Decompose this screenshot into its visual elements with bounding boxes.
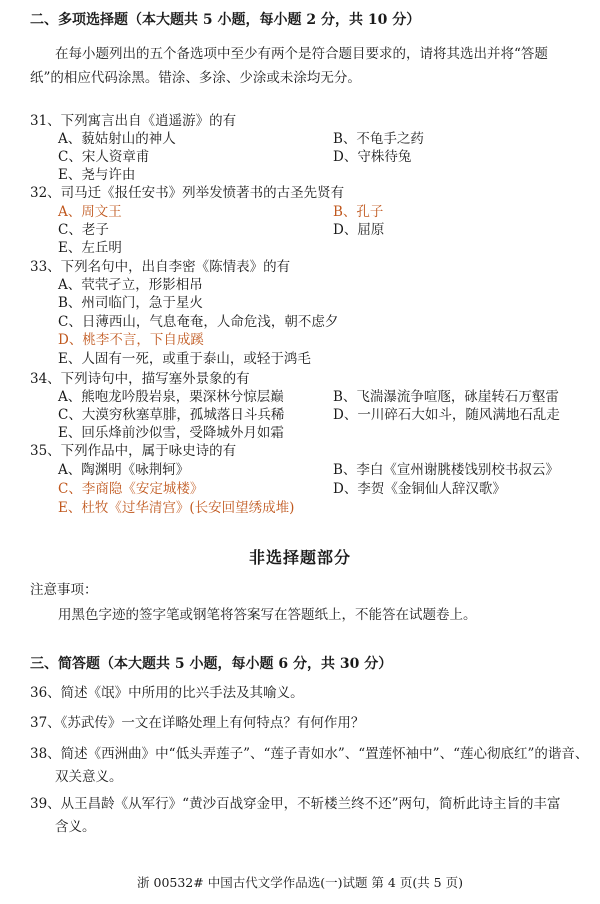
q35-option-b: B、李白《宣州谢朓楼饯别校书叔云》 [333, 462, 559, 478]
q32-option-c: C、老子 [58, 222, 109, 238]
q31-option-c: C、宋人资章甫 [58, 149, 150, 165]
notice-text: 用黑色字迹的签字笔或钢笔将答案写在答题纸上，不能答在试题卷上。 [58, 607, 477, 623]
q33-option-c: C、日薄西山，气息奄奄，人命危浅，朝不虑夕 [58, 314, 339, 330]
section2-heading: 二、多项选择题（本大题共 5 小题，每小题 2 分，共 10 分） [30, 12, 421, 28]
q38-line1: 38、简述《西洲曲》中“低头弄莲子”、“莲子青如水”、“置莲怀袖中”、“莲心彻底红”的谐音、 [30, 746, 589, 762]
q31-option-b: B、不龟手之药 [333, 131, 424, 147]
q33-option-d: D、桃李不言，下自成蹊 [58, 332, 204, 348]
q35-option-a: A、陶渊明《咏荆轲》 [58, 462, 190, 478]
q35-option-c: C、李商隐《安定城楼》 [58, 481, 204, 497]
q38-line2: 双关意义。 [55, 769, 123, 785]
q35-stem: 35、下列作品中，属于咏史诗的有 [30, 443, 237, 459]
q34-option-d: D、一川碎石大如斗，随风满地石乱走 [333, 407, 560, 423]
q35-option-e: E、杜牧《过华清宫》(长安回望绣成堆) [58, 500, 295, 516]
section2-instruction-line1: 在每小题列出的五个备选项中至少有两个是符合题目要求的，请将其选出并将“答题 [55, 46, 548, 62]
q39-line1: 39、从王昌龄《从军行》“黄沙百战穿金甲，不斩楼兰终不还”两句，简析此诗主旨的丰富 [30, 796, 561, 812]
q32-option-b: B、孔子 [333, 204, 384, 220]
q34-option-a: A、熊咆龙吟殷岩泉，栗深林兮惊层巅 [58, 389, 284, 405]
q33-option-b: B、州司临门，急于星火 [58, 295, 203, 311]
q31-option-a: A、藐姑射山的神人 [58, 131, 176, 147]
section2-instruction-line2: 纸”的相应代码涂黑。错涂、多涂、少涂或未涂均无分。 [30, 70, 361, 86]
q32-stem: 32、司马迁《报任安书》列举发愤著书的古圣先贤有 [30, 185, 345, 201]
q31-option-d: D、守株待兔 [333, 149, 412, 165]
q34-option-e: E、回乐烽前沙似雪，受降城外月如霜 [58, 425, 284, 441]
q34-option-b: B、飞湍瀑流争喧豗，砯崖转石万壑雷 [333, 389, 559, 405]
q31-option-e: E、尧与许由 [58, 167, 136, 183]
q32-option-d: D、屈原 [333, 222, 385, 238]
q33-option-e: E、人固有一死，或重于泰山，或轻于鸿毛 [58, 351, 311, 367]
q36-text: 36、简述《氓》中所用的比兴手法及其喻义。 [30, 685, 304, 701]
section3-heading: 三、简答题（本大题共 5 小题，每小题 6 分，共 30 分） [30, 656, 393, 672]
page-footer: 浙 00532# 中国古代文学作品选(一)试题 第 4 页(共 5 页) [137, 875, 463, 890]
q33-option-a: A、茕茕孑立，形影相吊 [58, 277, 203, 293]
q33-stem: 33、下列名句中，出自李密《陈情表》的有 [30, 259, 291, 275]
q37-text: 37、《苏武传》一文在详略处理上有何特点？有何作用？ [30, 715, 365, 731]
q32-option-a: A、周文王 [58, 204, 122, 220]
q39-line2: 含义。 [55, 819, 96, 835]
q34-stem: 34、下列诗句中，描写塞外景象的有 [30, 371, 250, 387]
q34-option-c: C、大漠穷秋塞草腓，孤城落日斗兵稀 [58, 407, 285, 423]
nonchoice-title: 非选择题部分 [248, 548, 351, 567]
q35-option-d: D、李贺《金铜仙人辞汉歌》 [333, 481, 506, 497]
q31-stem: 31、下列寓言出自《逍遥游》的有 [30, 113, 237, 129]
notice-label: 注意事项： [30, 582, 98, 598]
q32-option-e: E、左丘明 [58, 240, 122, 256]
